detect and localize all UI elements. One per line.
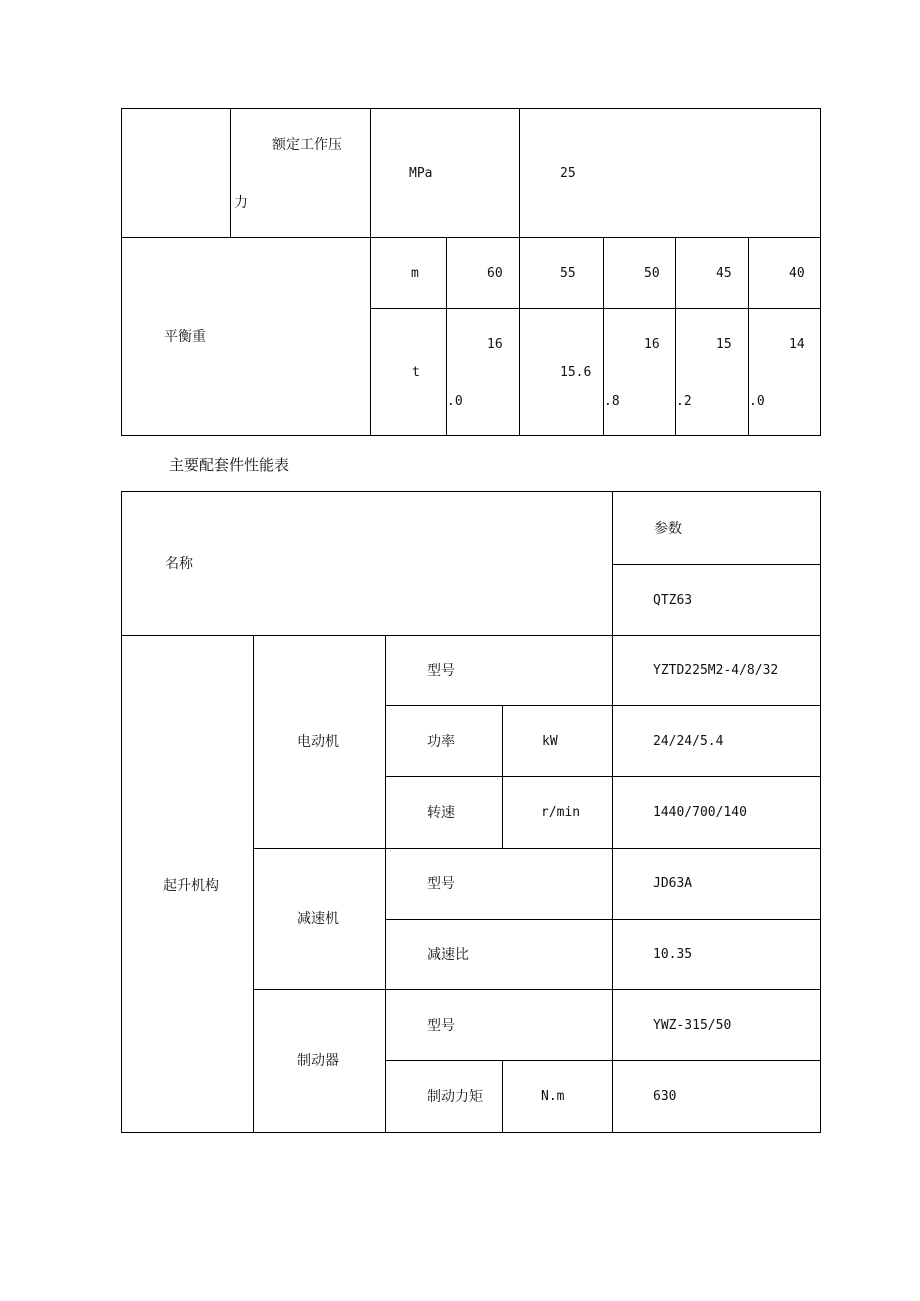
- reducer-ratio-value: 10.35: [653, 947, 693, 962]
- motor-power-unit: kW: [542, 734, 558, 749]
- motor-label: 电动机: [297, 734, 339, 750]
- motor-model-value: YZTD225M2-4/8/32: [653, 663, 779, 678]
- divider: [385, 635, 386, 1132]
- name-header: 名称: [165, 556, 193, 572]
- divider: [122, 237, 820, 238]
- divider: [370, 308, 820, 309]
- reducer-model-value: JD63A: [653, 876, 693, 891]
- motor-model-label: 型号: [427, 663, 455, 679]
- divider: [385, 705, 820, 706]
- crane-model: QTZ63: [653, 593, 693, 608]
- brake-model-label: 型号: [427, 1018, 455, 1034]
- radius-unit: m: [411, 266, 419, 281]
- motor-power-value: 24/24/5.4: [653, 734, 724, 749]
- param-header: 参数: [654, 521, 682, 537]
- reducer-model-label: 型号: [427, 876, 455, 892]
- motor-speed-value: 1440/700/140: [653, 805, 747, 820]
- pressure-value: 25: [560, 166, 576, 181]
- weight-value-bottom: .2: [676, 394, 692, 409]
- divider: [253, 635, 254, 1132]
- table-caption: 主要配套件性能表: [169, 456, 290, 474]
- divider: [502, 1060, 503, 1132]
- brake-label: 制动器: [297, 1053, 339, 1069]
- weight-value-bottom: .8: [604, 394, 620, 409]
- brake-torque-unit: N.m: [541, 1089, 565, 1104]
- motor-power-label: 功率: [427, 734, 455, 750]
- weight-value-bottom: .0: [447, 394, 463, 409]
- radius-value: 50: [644, 266, 660, 281]
- weight-unit: t: [412, 365, 420, 380]
- radius-value: 45: [716, 266, 732, 281]
- reducer-ratio-label: 减速比: [427, 947, 469, 963]
- brake-model-value: YWZ-315/50: [653, 1018, 732, 1033]
- pressure-unit: MPa: [409, 166, 433, 181]
- divider: [230, 109, 231, 237]
- radius-value: 60: [487, 266, 503, 281]
- divider: [122, 635, 820, 636]
- divider: [612, 564, 820, 565]
- counterweight-label: 平衡重: [164, 329, 206, 345]
- hoist-mechanism-label: 起升机构: [163, 878, 219, 894]
- divider: [385, 776, 820, 777]
- counterweight-table: [121, 108, 821, 436]
- pressure-label-line2: 力: [234, 195, 248, 211]
- divider: [385, 919, 820, 920]
- divider: [370, 109, 371, 435]
- components-table: [121, 491, 821, 1133]
- weight-value-top: 16: [487, 337, 503, 352]
- divider: [612, 492, 613, 1132]
- divider: [385, 1060, 820, 1061]
- pressure-label-line1: 额定工作压: [272, 137, 342, 153]
- weight-value-bottom: .0: [749, 394, 765, 409]
- motor-speed-unit: r/min: [541, 805, 581, 820]
- weight-value: 15.6: [560, 365, 592, 380]
- divider: [253, 848, 820, 849]
- motor-speed-label: 转速: [427, 805, 455, 821]
- weight-value-top: 14: [789, 337, 805, 352]
- reducer-label: 减速机: [297, 911, 339, 927]
- brake-torque-label: 制动力矩: [427, 1089, 483, 1105]
- divider: [253, 989, 820, 990]
- divider: [519, 109, 520, 435]
- weight-value-top: 15: [716, 337, 732, 352]
- radius-value: 40: [789, 266, 805, 281]
- brake-torque-value: 630: [653, 1089, 677, 1104]
- radius-value: 55: [560, 266, 576, 281]
- weight-value-top: 16: [644, 337, 660, 352]
